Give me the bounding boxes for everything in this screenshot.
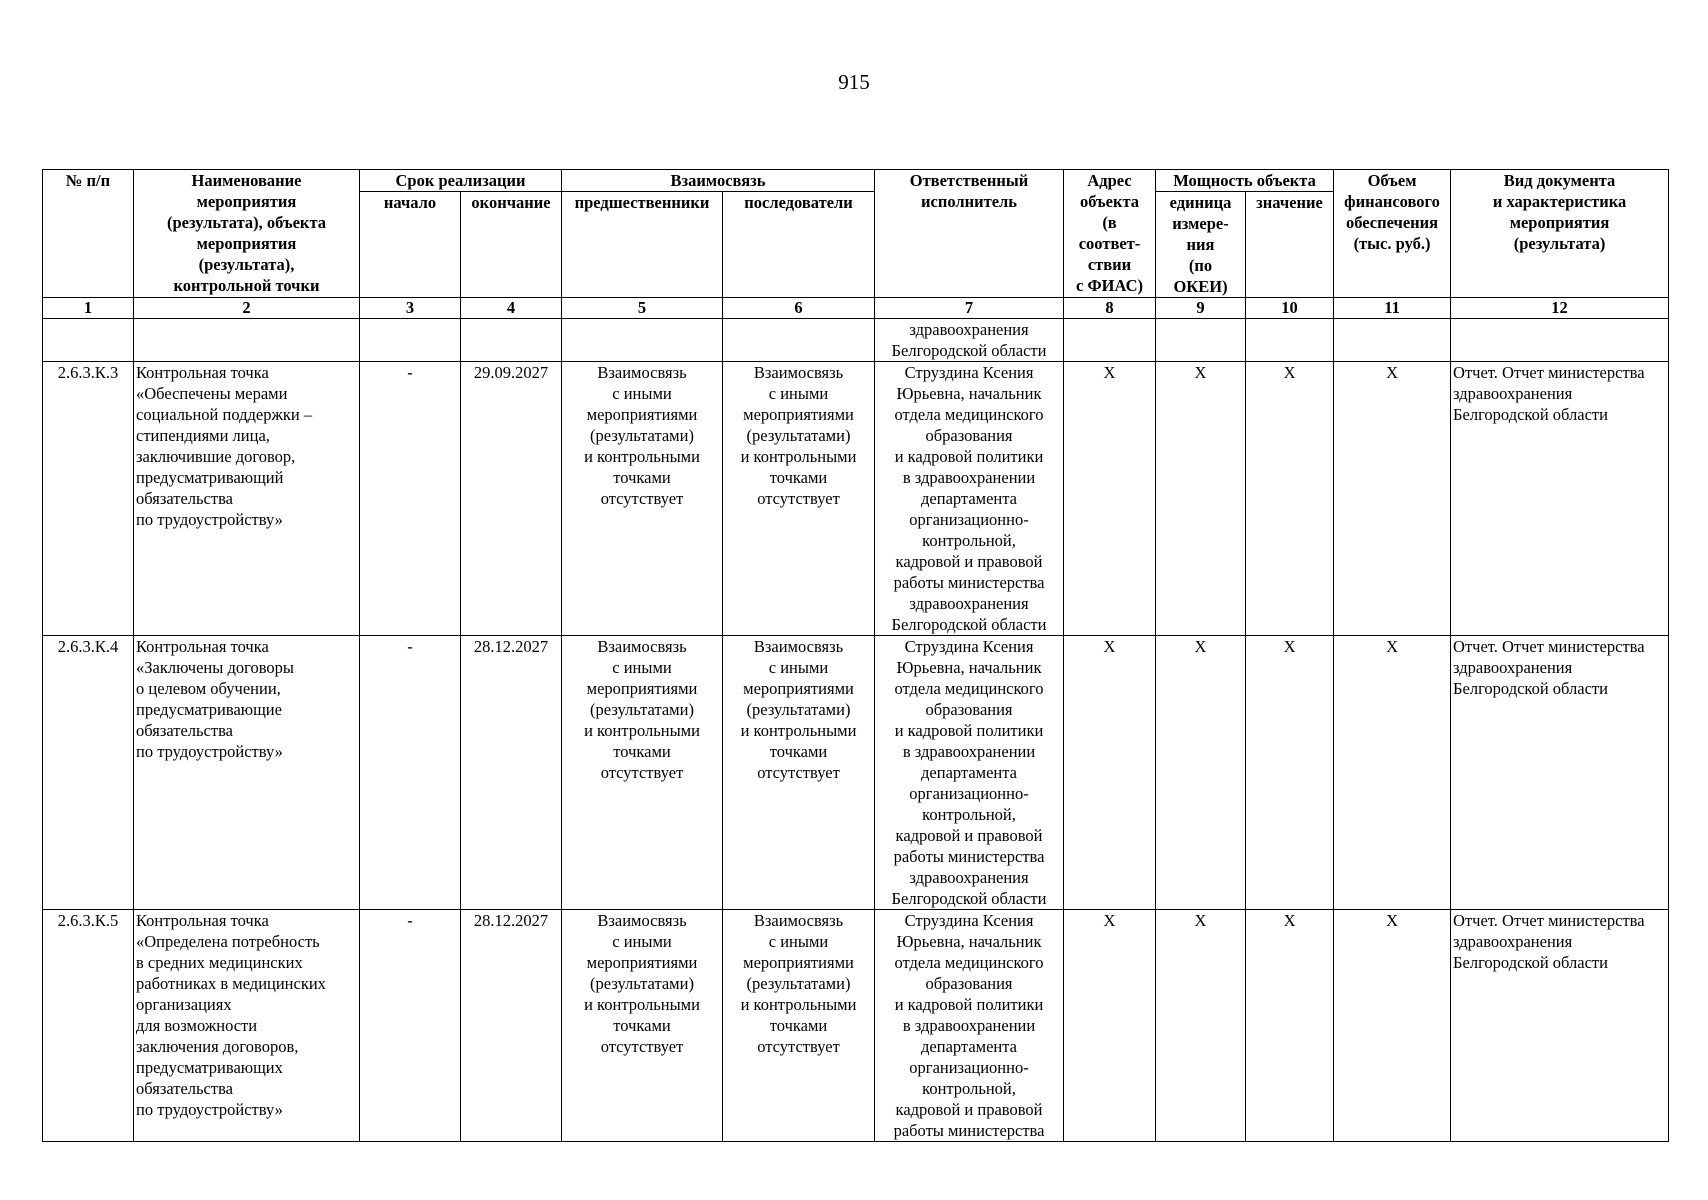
continuation-row — [43, 319, 1669, 362]
header-unit: единица измере- ния (по ОКЕИ) — [1156, 192, 1246, 298]
events-table — [42, 169, 1669, 1142]
colnum-12: 12 — [1451, 298, 1669, 319]
row-unit: X — [1156, 362, 1246, 636]
row-value: X — [1246, 910, 1334, 1142]
row-name: Контрольная точка «Обеспечены мерами социальной поддержки – стипендиями лица, заключившие договор, предусматривающий обязательства по трудоустройству» — [134, 362, 360, 636]
colnum-1: 1 — [43, 298, 134, 319]
colnum-10: 10 — [1246, 298, 1334, 319]
colnum-5: 5 — [562, 298, 723, 319]
row-num: 2.6.3.К.5 — [43, 910, 134, 1142]
row-predecessors: Взаимосвязь с иными мероприятиями (результатами) и контрольными точками отсутствует — [562, 910, 723, 1142]
row-doc: Отчет. Отчет министерства здравоохранения Белгородской области — [1451, 362, 1669, 636]
row-address: X — [1064, 636, 1156, 910]
table-row — [43, 362, 1669, 636]
colnum-3: 3 — [360, 298, 461, 319]
table-row — [43, 636, 1669, 910]
header-predecessors: предшественники — [562, 192, 723, 298]
row-responsible: Струздина Ксения Юрьевна, начальник отдела медицинского образования и кадровой политики в здравоохранении департамента организационно- контрольной, кадровой и правовой работы министерства здравоохранения Белгородской области — [875, 636, 1064, 910]
header-finance: Объем финансового обеспечения (тыс. руб.) — [1334, 170, 1451, 298]
row-unit: X — [1156, 636, 1246, 910]
row-finance: X — [1334, 636, 1451, 910]
row-address: X — [1064, 910, 1156, 1142]
row-end: 28.12.2027 — [461, 636, 562, 910]
colnum-4: 4 — [461, 298, 562, 319]
colnum-7: 7 — [875, 298, 1064, 319]
header-address: Адрес объекта (в соответ- ствии с ФИАС) — [1064, 170, 1156, 298]
row-predecessors: Взаимосвязь с иными мероприятиями (результатами) и контрольными точками отсутствует — [562, 362, 723, 636]
header-name: Наименование мероприятия (результата), объекта мероприятия (результата), контрольной точки — [134, 170, 360, 298]
header-num: № п/п — [43, 170, 134, 298]
row-doc: Отчет. Отчет министерства здравоохранения Белгородской области — [1451, 910, 1669, 1142]
row-start: - — [360, 636, 461, 910]
table-row — [43, 910, 1669, 1142]
colnum-11: 11 — [1334, 298, 1451, 319]
row-num: 2.6.3.К.3 — [43, 362, 134, 636]
row-address: X — [1064, 362, 1156, 636]
header-successors: последователи — [723, 192, 875, 298]
row-responsible: Струздина Ксения Юрьевна, начальник отдела медицинского образования и кадровой политики в здравоохранении департамента организационно- контрольной, кадровой и правовой работы министерства здравоохранения Белгородской области — [875, 362, 1064, 636]
row-name: Контрольная точка «Заключены договоры о целевом обучении, предусматривающие обязательства по трудоустройству» — [134, 636, 360, 910]
page-number: 915 — [838, 70, 870, 94]
row-finance: X — [1334, 362, 1451, 636]
row-end: 28.12.2027 — [461, 910, 562, 1142]
header-start: начало — [360, 192, 461, 298]
row-end: 29.09.2027 — [461, 362, 562, 636]
row-responsible: Струздина Ксения Юрьевна, начальник отдела медицинского образования и кадровой политики в здравоохранении департамента организационно- контрольной, кадровой и правовой работы министерства — [875, 910, 1064, 1142]
header-doc: Вид документа и характеристика мероприятия (результата) — [1451, 170, 1669, 298]
row-start: - — [360, 362, 461, 636]
colnum-6: 6 — [723, 298, 875, 319]
continuation-responsible: здравоохранения Белгородской области — [875, 319, 1064, 362]
colnum-2: 2 — [134, 298, 360, 319]
row-successors: Взаимосвязь с иными мероприятиями (результатами) и контрольными точками отсутствует — [723, 910, 875, 1142]
header-responsible: Ответственный исполнитель — [875, 170, 1064, 298]
row-value: X — [1246, 362, 1334, 636]
row-predecessors: Взаимосвязь с иными мероприятиями (результатами) и контрольными точками отсутствует — [562, 636, 723, 910]
row-successors: Взаимосвязь с иными мероприятиями (результатами) и контрольными точками отсутствует — [723, 636, 875, 910]
row-name: Контрольная точка «Определена потребность в средних медицинских работниках в медицинских организациях для возможности заключения договоров, предусматривающих обязательства по трудоустройству» — [134, 910, 360, 1142]
row-finance: X — [1334, 910, 1451, 1142]
row-doc: Отчет. Отчет министерства здравоохранения Белгородской области — [1451, 636, 1669, 910]
row-num: 2.6.3.К.4 — [43, 636, 134, 910]
colnum-9: 9 — [1156, 298, 1246, 319]
header-link-group: Взаимосвязь — [562, 170, 875, 192]
column-numbers-row — [43, 298, 1669, 319]
header-capacity-group: Мощность объекта — [1156, 170, 1334, 192]
header-row-1 — [43, 170, 1669, 192]
header-end: окончание — [461, 192, 562, 298]
row-start: - — [360, 910, 461, 1142]
header-deadline-group: Срок реализации — [360, 170, 562, 192]
row-value: X — [1246, 636, 1334, 910]
colnum-8: 8 — [1064, 298, 1156, 319]
row-successors: Взаимосвязь с иными мероприятиями (результатами) и контрольными точками отсутствует — [723, 362, 875, 636]
row-unit: X — [1156, 910, 1246, 1142]
header-value: значение — [1246, 192, 1334, 298]
